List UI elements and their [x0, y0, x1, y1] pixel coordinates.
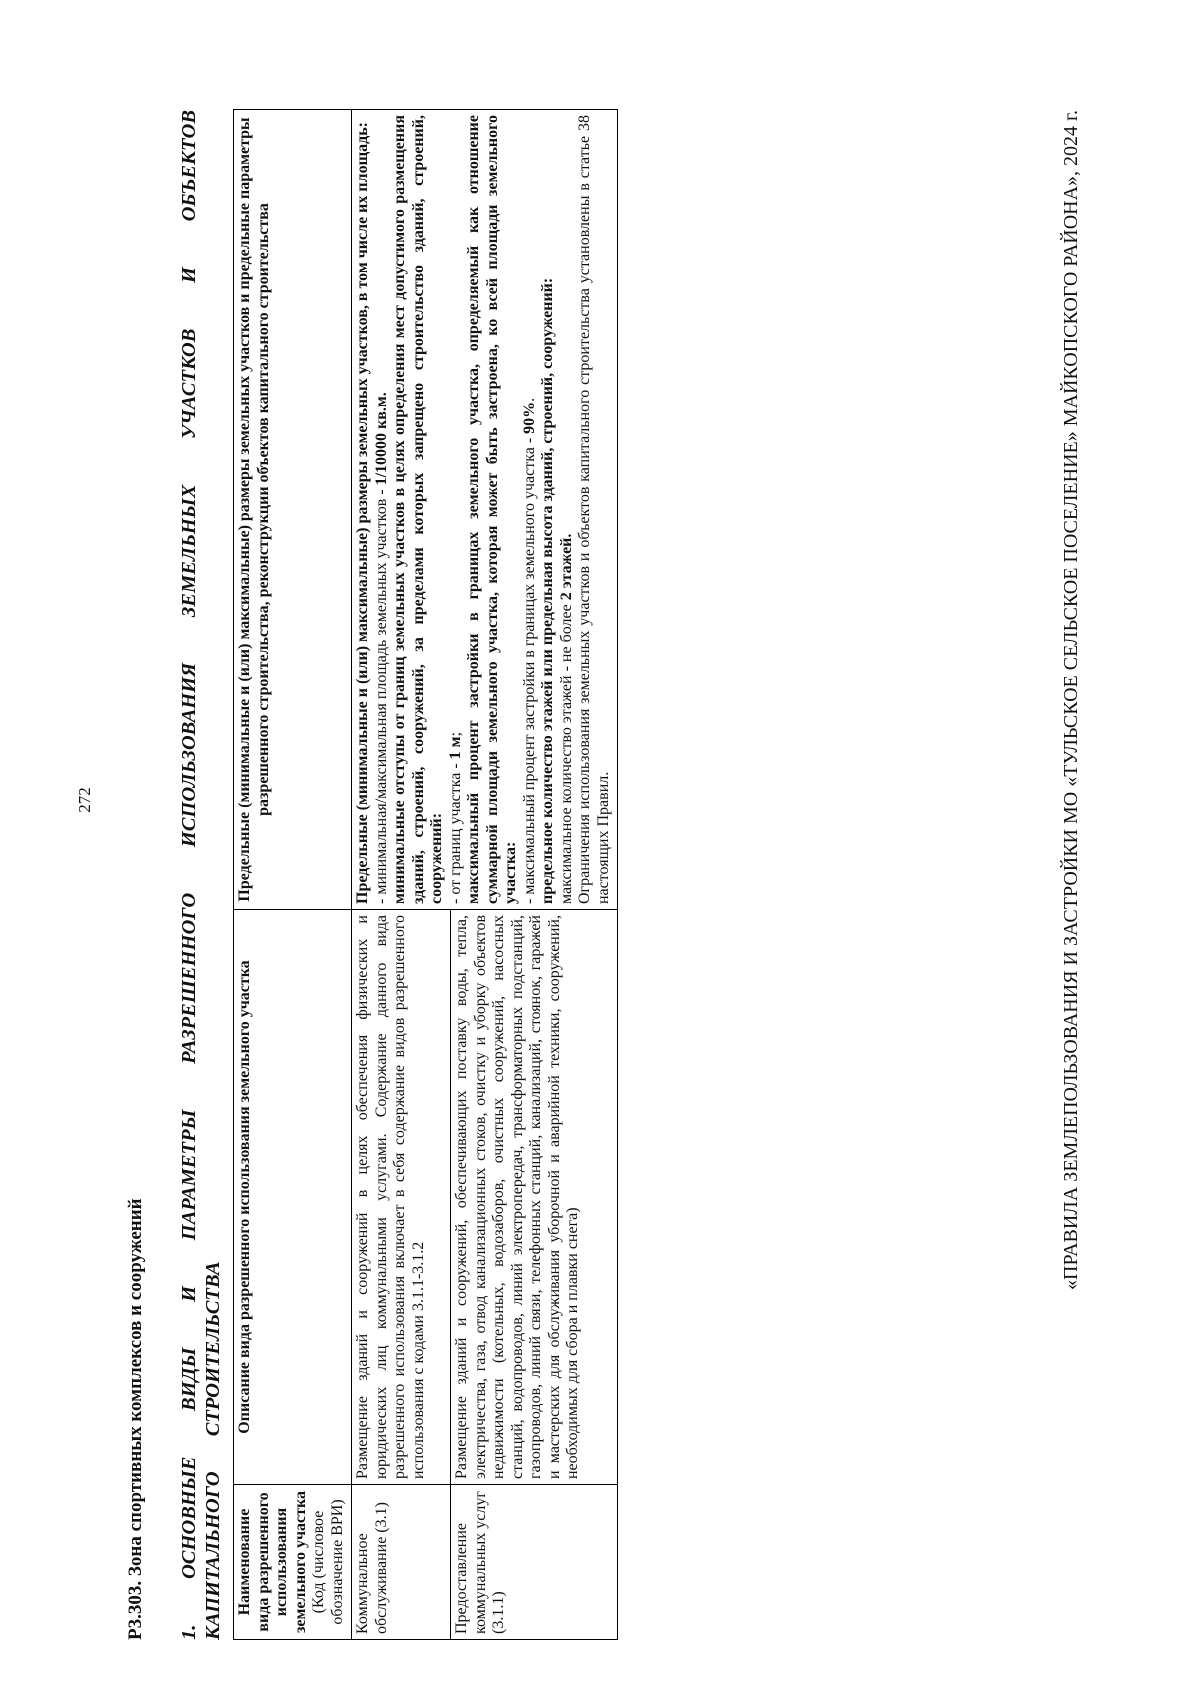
- page-number: 272: [75, 787, 94, 813]
- row-1-description: Размещение зданий и сооружений в целях обеспечения физических и юридических лиц коммунальными услугами. Содержание данного вида разрешенного использования включает в себя содержание видов разрешенного использования с кодами 3.1.1-3.1.2: [352, 910, 451, 1485]
- table-row: [352, 110, 451, 1640]
- params-cell: [352, 110, 618, 910]
- param-sizes-heading: Предельные (минимальные и (или) максимальные) размеры земельных участков, в том числе их площадь:: [354, 122, 371, 904]
- header-name-sub: (Код (числовое обозначение ВРИ): [310, 1499, 346, 1625]
- header-name-main: Наименование вида разрешенного использования земельного участка: [236, 1491, 309, 1634]
- param-setback-text: - от границ участка -: [446, 763, 464, 904]
- param-floors: [558, 115, 577, 904]
- zone-title: Р3.303. Зона спортивных комплексов и сооружений: [125, 1198, 146, 1640]
- header-params-column: Предельные (минимальные и (или) максимальные) размеры земельных участков и предельные параметры разрешенного строительства, реконструкции объектов капитального строительства: [234, 110, 352, 910]
- param-restrictions: Ограничения использования земельных участков и объектов капитального строительства установлены в статье 38 настоящих Правил.: [576, 115, 612, 904]
- param-setback: [447, 115, 466, 904]
- row-1-name: Коммунальное обслуживание (3.1): [352, 1485, 451, 1640]
- table-header-row: [234, 110, 352, 1640]
- param-floors-text: максимальное количество этажей - не более: [557, 604, 575, 904]
- param-coverage-end: .: [520, 397, 538, 402]
- param-setback-end: ;: [446, 731, 464, 737]
- row-2-description: Размещение зданий и сооружений, обеспечивающих поставку воды, тепла, электричества, газа, отвод канализационных стоков, очистку и уборку объектов недвижимости (котельных, водозаборов, очистных сооружений, насосных станций, водопроводов, линий электропередач, трансформаторных подстанций, газопроводов, линий связи, телефонных станций, канализаций, стоянок, гаражей и мастерских для обслуживания уборочной и аварийной техники, сооружений, необходимых для сбора и плавки снега): [451, 910, 618, 1485]
- document-footer: «ПРАВИЛА ЗЕМЛЕПОЛЬЗОВАНИЯ И ЗАСТРОЙКИ МО «ТУЛЬСКОЕ СЕЛЬСКОЕ ПОСЕЛЕНИЕ» МАЙКОПСКОГО РАЙОНА», 2024 г.: [1060, 110, 1082, 1290]
- param-coverage-text: - максимальный процент застройки в границах земельного участка -: [520, 437, 538, 904]
- rotated-page-content: [65, 80, 1105, 1640]
- section-title: 1. ОСНОВНЫЕ ВИДЫ И ПАРАМЕТРЫ РАЗРЕШЕННОГО ИСПОЛЬЗОВАНИЯ ЗЕМЕЛЬНЫХ УЧАСТКОВ И ОБЪЕКТОВ КАПИТАЛЬНОГО СТРОИТЕЛЬСТВА: [178, 110, 224, 1640]
- param-setbacks-heading: минимальные отступы от границ земельных участков в целях определения мест допустимого размещения зданий, строений, сооружений, за пределами которых запрещено строительство зданий, строений, сооружений:: [391, 115, 445, 904]
- param-floors-value: 2 этажей.: [557, 533, 575, 601]
- header-name-column: [234, 1485, 352, 1640]
- header-description-column: Описание вида разрешенного использования земельного участка: [234, 910, 352, 1485]
- param-coverage-heading: максимальный процент застройки в границах земельного участка, определяемый как отношение суммарной площади земельного участка, которая может быть застроена, ко всей площади земельного участка:: [465, 115, 519, 904]
- param-area: [373, 115, 392, 904]
- regulations-table: [233, 109, 618, 1640]
- param-area-text: - минимальная/максимальная площадь земельных участков -: [372, 489, 390, 904]
- param-setback-value: 1 м: [446, 736, 464, 760]
- param-coverage-value: 90%: [520, 401, 538, 434]
- row-2-name: Предоставление коммунальных услуг (3.1.1): [451, 1485, 618, 1640]
- param-floors-heading: предельное количество этажей или предельная высота зданий, строений, сооружений:: [539, 277, 556, 904]
- param-area-value: 1/10000 кв.м.: [372, 392, 390, 486]
- param-coverage: [521, 115, 540, 904]
